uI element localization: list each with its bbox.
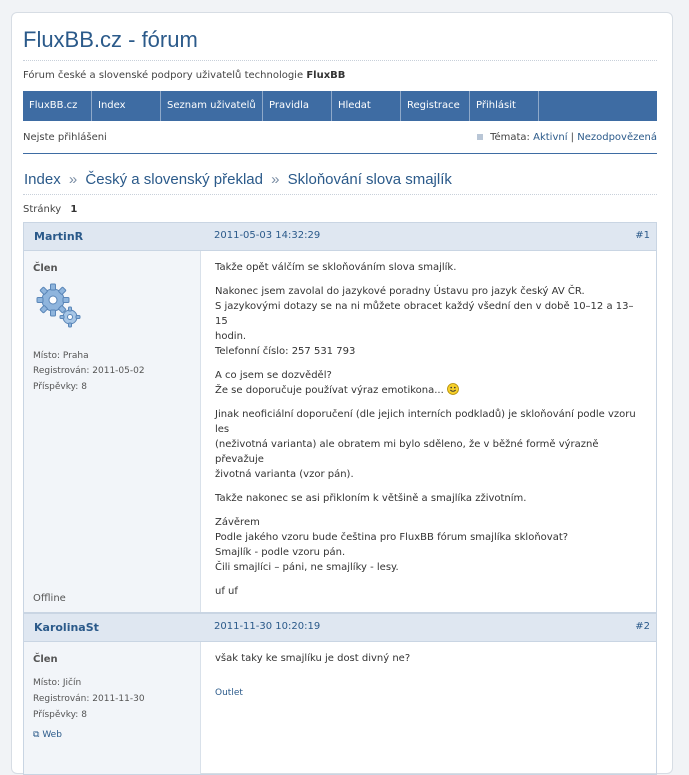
post-header bbox=[24, 614, 656, 642]
board-description-text: Fórum české a slovenské podpory uživatelů technologie bbox=[23, 70, 304, 81]
post-message bbox=[215, 260, 642, 608]
topics-label: Témata: bbox=[490, 132, 530, 143]
divider bbox=[23, 60, 657, 61]
post-header bbox=[24, 223, 656, 251]
nav-item-p-ihl-sit[interactable]: Přihlásit bbox=[470, 91, 539, 121]
post-line: Závěrem bbox=[215, 517, 260, 528]
post-text: však taky ke smajlíku je dost divný ne? bbox=[215, 653, 411, 664]
user-location: Místo: Jičín bbox=[33, 678, 82, 688]
post-paragraph bbox=[215, 260, 642, 275]
divider bbox=[23, 194, 657, 195]
post-line: Telefonní číslo: 257 531 793 bbox=[215, 346, 356, 357]
post-author[interactable]: MartinR bbox=[34, 230, 84, 243]
user-post-count: Příspěvky: 8 bbox=[33, 710, 87, 720]
post-paragraph bbox=[215, 407, 642, 482]
topics-icon bbox=[477, 134, 483, 140]
post-line: uf uf bbox=[215, 586, 238, 597]
breadcrumb-separator: » bbox=[68, 171, 78, 188]
divider bbox=[23, 153, 657, 154]
user-post-count: Příspěvky: 8 bbox=[33, 382, 87, 392]
post-author[interactable]: KarolinaSt bbox=[34, 621, 99, 634]
breadcrumb-separator: » bbox=[271, 171, 280, 188]
post-date[interactable]: 2011-11-30 10:20:19 bbox=[214, 621, 321, 632]
unanswered-topics-link[interactable]: Nezodpovězená bbox=[577, 132, 657, 143]
user-website-link[interactable] bbox=[33, 730, 62, 740]
user-online-status: Offline bbox=[33, 593, 66, 604]
post-author-info bbox=[24, 251, 201, 612]
post-paragraph bbox=[215, 515, 642, 575]
post-line: Takže nakonec se asi přikloním k většině a smajlíka zživotním. bbox=[215, 493, 527, 504]
avatar-gear-icon bbox=[34, 281, 84, 331]
post-paragraph bbox=[215, 491, 642, 506]
post bbox=[23, 222, 657, 613]
post-paragraph bbox=[215, 368, 642, 398]
post-line: Podle jakého vzoru bude čeština pro FluxBB fórum smajlíka skloňovat? bbox=[215, 532, 569, 543]
post-line: Smajlík - podle vzoru pán. bbox=[215, 547, 346, 558]
page-container bbox=[11, 12, 673, 774]
nav-item-pravidla[interactable]: Pravidla bbox=[263, 91, 332, 121]
post-line: životná varianta (vzor pán). bbox=[215, 469, 354, 480]
pagination-current: 1 bbox=[70, 204, 78, 215]
post-paragraph bbox=[215, 584, 642, 599]
post-paragraph bbox=[215, 284, 642, 359]
nav-item-index[interactable]: Index bbox=[92, 91, 161, 121]
user-registered: Registrován: 2011-05-02 bbox=[33, 366, 145, 376]
external-link-icon: ⧉ bbox=[33, 730, 40, 740]
signature-link[interactable]: Outlet bbox=[215, 688, 243, 698]
post-date[interactable]: 2011-05-03 14:32:29 bbox=[214, 230, 321, 241]
post-number[interactable]: #1 bbox=[635, 230, 650, 241]
post-line: (neživotná varianta) ale obratem mi bylo sděleno, že v běžné formě výrazně převažuje bbox=[215, 439, 599, 465]
user-location: Místo: Praha bbox=[33, 351, 89, 361]
post-line: Jinak neoficiální doporučení (dle jejich interních podkladů) je skloňování podle vzoru les bbox=[215, 409, 636, 435]
pagination-label: Stránky bbox=[23, 204, 62, 215]
nav-item-seznam-u-ivatel-[interactable]: Seznam uživatelů bbox=[161, 91, 263, 121]
post-line: Čili smajlíci – páni, ne smajlíky - lesy. bbox=[215, 562, 399, 573]
post-message bbox=[215, 651, 642, 701]
breadcrumb bbox=[24, 171, 452, 188]
user-registered: Registrován: 2011-11-30 bbox=[33, 694, 145, 704]
topics-links: Témata: Aktivní | Nezodpovězená bbox=[477, 132, 657, 143]
active-topics-link[interactable]: Aktivní bbox=[533, 132, 568, 143]
nav-item-registrace[interactable]: Registrace bbox=[401, 91, 470, 121]
post-line: Takže opět válčím se skloňováním slova smajlík. bbox=[215, 262, 457, 273]
nav-item-hledat[interactable]: Hledat bbox=[332, 91, 401, 121]
board-title[interactable]: FluxBB.cz - fórum bbox=[23, 27, 198, 52]
user-rank: Člen bbox=[33, 654, 58, 665]
post-author-info bbox=[24, 642, 201, 774]
post-number[interactable]: #2 bbox=[635, 621, 650, 632]
post-line: Že se doporučuje používat výraz emotikona... bbox=[215, 385, 444, 396]
breadcrumb-topic[interactable]: Skloňování slova smajlík bbox=[287, 171, 452, 188]
post-line: S jazykovými dotazy se na ni můžete obracet každý všední den v době 10–12 a 13–15 bbox=[215, 301, 634, 327]
user-rank: Člen bbox=[33, 263, 58, 274]
board-description bbox=[23, 70, 345, 81]
main-nav bbox=[23, 91, 657, 121]
breadcrumb-forum[interactable]: Český a slovenský překlad bbox=[85, 171, 263, 188]
pagination bbox=[23, 204, 77, 215]
nav-item-fluxbb-cz[interactable]: FluxBB.cz bbox=[23, 91, 92, 121]
user-website-label: Web bbox=[42, 730, 62, 740]
post-line: hodin. bbox=[215, 331, 247, 342]
post-line: A co jsem se dozvěděl? bbox=[215, 370, 332, 381]
login-status: Nejste přihlášeni bbox=[23, 132, 107, 143]
post-line: Nakonec jsem zavolal do jazykové poradny Ústavu pro jazyk český AV ČR. bbox=[215, 286, 585, 297]
board-description-brand: FluxBB bbox=[306, 70, 346, 81]
breadcrumb-index[interactable]: Index bbox=[24, 171, 61, 188]
smiley-icon bbox=[447, 383, 459, 395]
